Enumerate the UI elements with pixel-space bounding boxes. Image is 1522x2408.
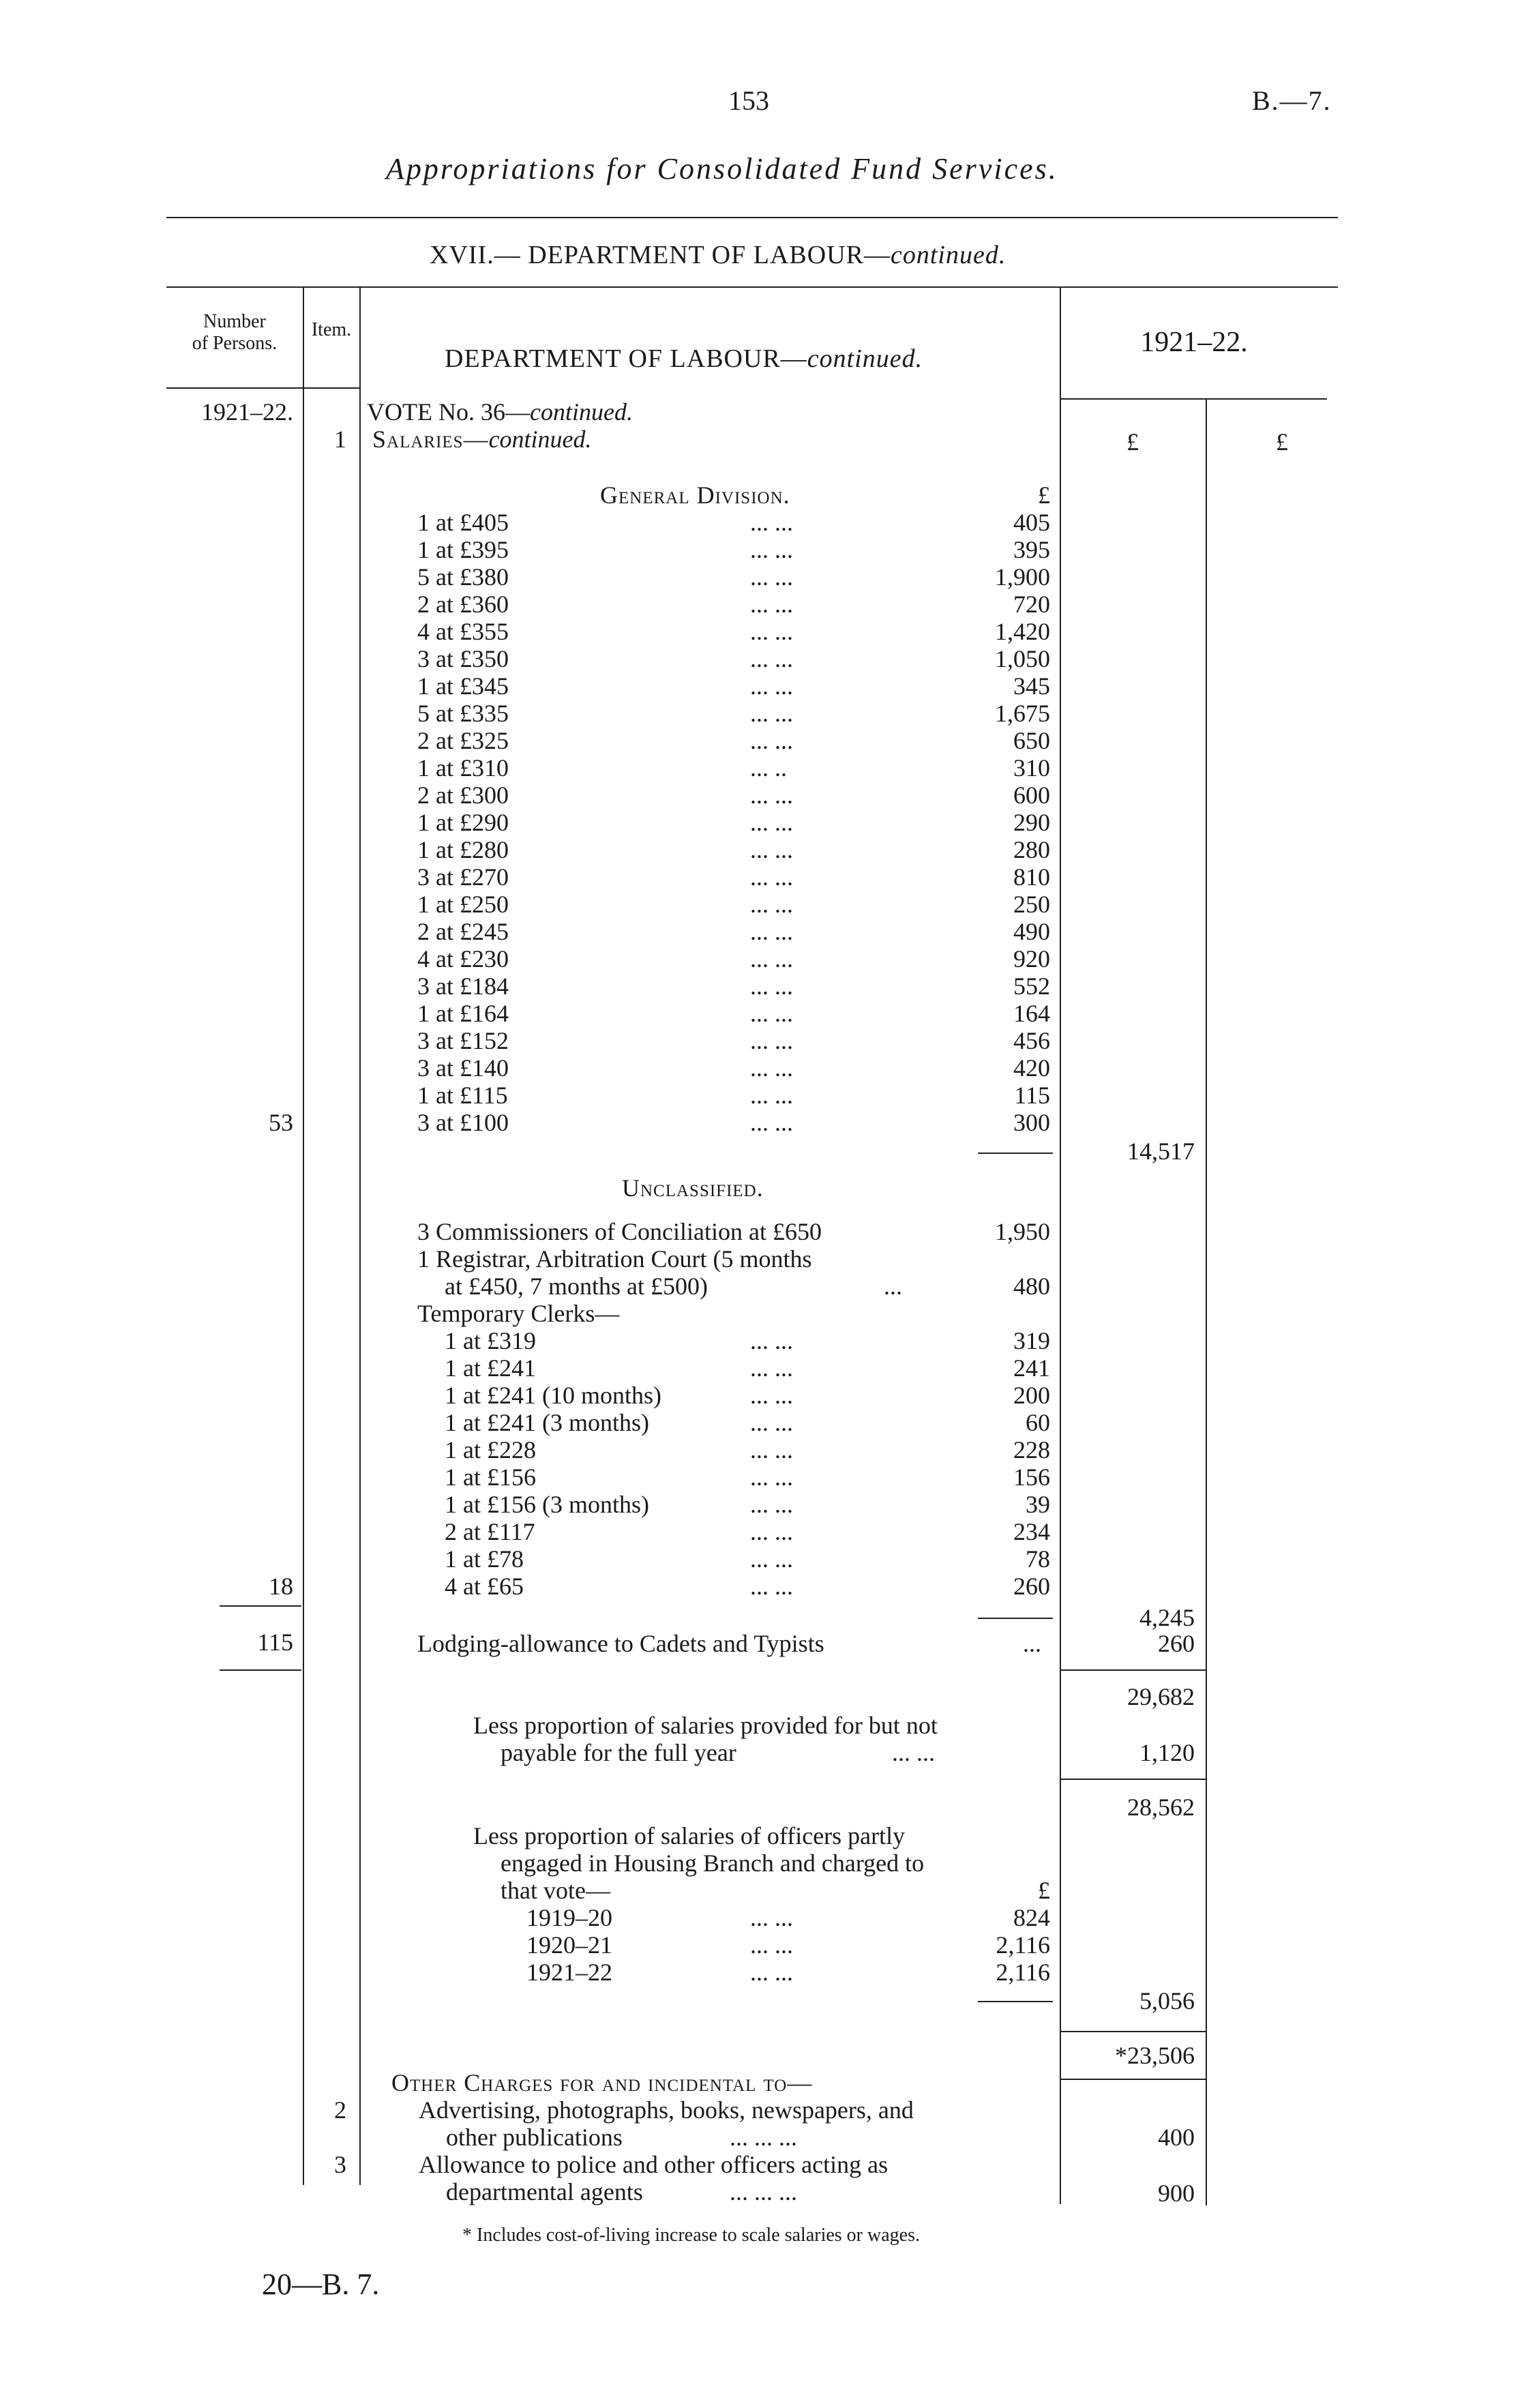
persons-year: 1921–22. <box>201 398 293 426</box>
row-dots: ... ... <box>750 1327 793 1354</box>
row-dots: ... ... <box>750 1000 793 1027</box>
row-label: 1 at £241 (10 months) <box>445 1382 661 1409</box>
row-amount: 234 <box>1013 1518 1050 1545</box>
pound-column-right: £ <box>1276 428 1288 456</box>
row-dots: ... ... <box>750 918 793 945</box>
less-2-sum-rule <box>978 2001 1053 2002</box>
row-amount: 39 <box>1026 1491 1050 1518</box>
row-label: 2 at £117 <box>445 1518 535 1545</box>
other-charges-item-2-line2: other publications <box>446 2124 623 2151</box>
column-description-continued: continued. <box>807 344 923 373</box>
rule-desc-amount <box>1060 288 1061 2204</box>
section-heading-continued: continued. <box>891 241 1006 269</box>
row-label: 1 at £319 <box>445 1327 536 1354</box>
subtotal-1-rule <box>1061 1669 1206 1671</box>
other-charges-item-2-line1: Advertising, photographs, books, newspapers, and <box>419 2096 914 2124</box>
row-label: 1 at £156 (3 months) <box>445 1491 649 1518</box>
other-charges-heading: Other Charges for and incidental to— <box>391 2069 813 2096</box>
row-amount: 78 <box>1026 1545 1050 1573</box>
row-label: 3 at £270 <box>417 863 509 891</box>
row-label: 1 at £228 <box>445 1436 536 1463</box>
row-amount: 552 <box>1013 972 1050 1000</box>
less-1-amount: 1,120 <box>1139 1739 1195 1766</box>
column-year: 1921–22. <box>1140 327 1248 358</box>
row-amount: 720 <box>1013 591 1050 618</box>
rule-head-left <box>166 387 361 389</box>
row-amount: 1,900 <box>995 563 1050 591</box>
row-dots: ... ... <box>750 1082 793 1109</box>
row-amount: 290 <box>1013 809 1050 836</box>
subtotal-1: 29,682 <box>1127 1683 1195 1710</box>
lodging-allowance-amount: 260 <box>1158 1630 1195 1657</box>
row-label: 1 at £310 <box>417 754 509 782</box>
general-division-total: 14,517 <box>1127 1138 1195 1165</box>
registrar-label-line1: 1 Registrar, Arbitration Court (5 months <box>417 1245 812 1273</box>
footnote: * Includes cost-of-living increase to scale salaries or wages. <box>462 2225 920 2246</box>
net-total: *23,506 <box>1115 2042 1195 2069</box>
row-amount: 405 <box>1013 509 1050 536</box>
row-amount: 395 <box>1013 536 1050 563</box>
row-dots: ... ... <box>750 1491 793 1518</box>
row-dots: ... ... <box>750 1354 793 1382</box>
row-label: 1 at £78 <box>445 1545 524 1573</box>
row-dots: ... ... <box>750 1382 793 1409</box>
unclassified-persons: 18 <box>269 1573 293 1600</box>
row-amount: 2,116 <box>996 1931 1050 1959</box>
row-amount: 2,116 <box>996 1959 1050 1986</box>
row-amount: 164 <box>1013 1000 1050 1027</box>
row-label: 1 at £405 <box>417 509 509 536</box>
rule-head-right <box>1061 398 1327 400</box>
row-dots: ... ... <box>750 700 793 727</box>
page-title: Appropriations for Consolidated Fund Services. <box>386 152 1058 185</box>
row-amount: 600 <box>1013 782 1050 809</box>
header-rule-bottom <box>166 286 1338 288</box>
less-2-line2: engaged in Housing Branch and charged to <box>501 1849 925 1877</box>
column-number-of-persons-line1: Number <box>203 311 266 332</box>
row-dots: ... ... <box>750 727 793 754</box>
section-heading-main: XVII.— DEPARTMENT OF LABOUR— <box>430 241 891 269</box>
general-division-sum-rule <box>978 1153 1053 1154</box>
general-division-heading: General Division. <box>600 481 790 509</box>
registrar-label-line2: at £450, 7 months at £500) <box>445 1273 708 1300</box>
row-label: 1 at £250 <box>417 891 509 918</box>
row-label: 1 at £395 <box>417 536 509 563</box>
column-number-of-persons-line2: of Persons. <box>192 333 278 354</box>
rule-persons-item <box>303 288 304 2185</box>
row-dots: ... ... <box>750 1463 793 1491</box>
row-amount: 345 <box>1013 672 1050 700</box>
row-dots: ... ... <box>750 945 793 972</box>
row-label: 1 at £115 <box>417 1082 508 1109</box>
column-number-of-persons <box>166 311 303 355</box>
row-amount: 200 <box>1013 1382 1050 1409</box>
other-charges-item-2-amount: 400 <box>1158 2124 1195 2151</box>
row-dots: ... .. <box>750 754 787 782</box>
row-label: 3 at £350 <box>417 645 509 672</box>
column-description <box>445 345 923 372</box>
row-amount: 1,420 <box>995 618 1050 645</box>
column-description-main: DEPARTMENT OF LABOUR— <box>445 344 807 373</box>
row-dots: ... ... <box>750 1931 793 1959</box>
column-item: Item. <box>311 319 352 340</box>
row-amount: 420 <box>1013 1054 1050 1082</box>
row-label: 1 at £345 <box>417 672 509 700</box>
general-division-persons: 53 <box>269 1109 293 1136</box>
row-amount: 115 <box>1014 1082 1050 1109</box>
unclassified-total: 4,245 <box>1139 1604 1195 1631</box>
salaries-heading-main: Salaries— <box>372 426 489 453</box>
pound-column-left: £ <box>1126 428 1139 456</box>
item-number-3: 3 <box>334 2151 346 2178</box>
page-number: 153 <box>728 85 769 116</box>
row-dots: ... ... <box>750 1109 793 1136</box>
row-dots: ... ... <box>750 809 793 836</box>
row-label: 1 at £164 <box>417 1000 509 1027</box>
row-label: 1 at £156 <box>445 1463 536 1491</box>
row-label: 1 at £241 (3 months) <box>445 1409 649 1436</box>
row-amount: 1,050 <box>995 645 1050 672</box>
row-amount: 824 <box>1013 1904 1050 1931</box>
row-dots: ... ... <box>750 645 793 672</box>
row-dots: ... ... <box>750 1573 793 1600</box>
row-amount: 810 <box>1013 863 1050 891</box>
net-total-rule-bottom <box>1061 2079 1206 2080</box>
row-label: 5 at £380 <box>417 563 509 591</box>
other-charges-item-3-amount: 900 <box>1158 2180 1195 2207</box>
row-label: 2 at £325 <box>417 727 509 754</box>
row-label: 4 at £230 <box>417 945 509 972</box>
unclassified-heading: Unclassified. <box>622 1174 764 1202</box>
signature-mark: 20—B. 7. <box>262 2268 380 2301</box>
row-amount: 280 <box>1013 836 1050 863</box>
row-amount: 250 <box>1013 891 1050 918</box>
row-label: 1920–21 <box>526 1931 612 1959</box>
row-dots: ... ... <box>750 563 793 591</box>
commissioners-label: 3 Commissioners of Conciliation at £650 <box>417 1218 822 1245</box>
row-label: 1 at £290 <box>417 809 509 836</box>
row-dots: ... ... <box>750 509 793 536</box>
subtotal-2: 28,562 <box>1127 1794 1195 1821</box>
row-label: 2 at £300 <box>417 782 509 809</box>
document-reference: B.—7. <box>1252 85 1332 116</box>
header-rule-top <box>166 217 1338 218</box>
less-2-pound: £ <box>1038 1877 1050 1904</box>
less-1-line2: payable for the full year <box>501 1739 736 1766</box>
row-dots: ... ... <box>750 782 793 809</box>
vote-heading-continued: continued. <box>529 398 633 426</box>
row-dots: ... ... <box>750 618 793 645</box>
row-amount: 319 <box>1013 1327 1050 1354</box>
row-amount: 300 <box>1013 1109 1050 1136</box>
total-persons: 115 <box>257 1629 293 1656</box>
subtotal-2-rule <box>1061 1779 1206 1780</box>
registrar-amount: 480 <box>1013 1273 1050 1300</box>
row-amount: 310 <box>1013 754 1050 782</box>
vote-heading-main: VOTE No. 36— <box>367 398 530 426</box>
row-label: 3 at £140 <box>417 1054 509 1082</box>
less-2-line3: that vote— <box>501 1877 610 1904</box>
row-label: 3 at £184 <box>417 972 509 1000</box>
item-number-1: 1 <box>334 426 346 453</box>
row-amount: 60 <box>1026 1409 1050 1436</box>
row-dots: ... ... <box>750 1959 793 1986</box>
unclassified-sum-rule <box>978 1618 1053 1619</box>
other-charges-item-2-dots: ... ... ... <box>730 2124 797 2151</box>
row-label: 4 at £65 <box>445 1573 524 1600</box>
row-dots: ... ... <box>750 672 793 700</box>
row-dots: ... ... <box>750 1904 793 1931</box>
commissioners-amount: 1,950 <box>995 1218 1050 1245</box>
other-charges-item-3-line2: departmental agents <box>446 2178 643 2205</box>
vote-heading <box>367 398 633 426</box>
row-dots: ... ... <box>750 836 793 863</box>
other-charges-item-3-dots: ... ... ... <box>730 2178 797 2205</box>
less-1-line1: Less proportion of salaries provided for but not <box>473 1712 938 1739</box>
row-label: 3 at £152 <box>417 1027 509 1054</box>
row-amount: 650 <box>1013 727 1050 754</box>
row-amount: 228 <box>1013 1436 1050 1463</box>
row-label: 1 at £280 <box>417 836 509 863</box>
salaries-heading <box>372 426 592 453</box>
other-charges-item-3-line1: Allowance to police and other officers acting as <box>419 2151 889 2178</box>
general-division-pound: £ <box>1038 481 1050 509</box>
row-amount: 456 <box>1013 1027 1050 1054</box>
row-label: 3 at £100 <box>417 1109 509 1136</box>
row-dots: ... ... <box>750 1545 793 1573</box>
row-amount: 1,675 <box>995 700 1050 727</box>
total-persons-rule <box>220 1669 301 1671</box>
row-amount: 920 <box>1013 945 1050 972</box>
rule-item-desc <box>359 288 361 2185</box>
row-dots: ... ... <box>750 972 793 1000</box>
row-amount: 260 <box>1013 1573 1050 1600</box>
row-amount: 241 <box>1013 1354 1050 1382</box>
row-label: 1921–22 <box>526 1959 612 1986</box>
row-dots: ... ... <box>750 863 793 891</box>
temporary-clerks-heading: Temporary Clerks— <box>417 1300 620 1327</box>
row-label: 2 at £245 <box>417 918 509 945</box>
row-amount: 156 <box>1013 1463 1050 1491</box>
rule-amount-split <box>1206 400 1207 2205</box>
row-label: 1 at £241 <box>445 1354 536 1382</box>
item-number-2: 2 <box>334 2096 346 2124</box>
lodging-allowance-dots: ... <box>1023 1630 1041 1657</box>
net-total-rule <box>1061 2031 1206 2032</box>
row-amount: 490 <box>1013 918 1050 945</box>
salaries-heading-continued: continued. <box>488 426 592 453</box>
row-label: 5 at £335 <box>417 700 509 727</box>
row-dots: ... ... <box>750 891 793 918</box>
row-dots: ... ... <box>750 1436 793 1463</box>
row-dots: ... ... <box>750 1027 793 1054</box>
row-dots: ... ... <box>750 1409 793 1436</box>
row-dots: ... ... <box>750 1054 793 1082</box>
registrar-dots: ... <box>884 1273 902 1300</box>
row-label: 1919–20 <box>526 1904 612 1931</box>
row-dots: ... ... <box>750 591 793 618</box>
less-2-line1: Less proportion of salaries of officers partly <box>473 1822 906 1849</box>
lodging-allowance-label: Lodging-allowance to Cadets and Typists <box>417 1630 824 1657</box>
unclassified-persons-rule <box>220 1605 301 1607</box>
row-dots: ... ... <box>750 536 793 563</box>
row-label: 4 at £355 <box>417 618 509 645</box>
section-heading <box>430 241 1006 269</box>
less-1-dots: ... ... <box>892 1739 935 1766</box>
row-label: 2 at £360 <box>417 591 509 618</box>
less-2-total: 5,056 <box>1139 1987 1195 2015</box>
row-dots: ... ... <box>750 1518 793 1545</box>
